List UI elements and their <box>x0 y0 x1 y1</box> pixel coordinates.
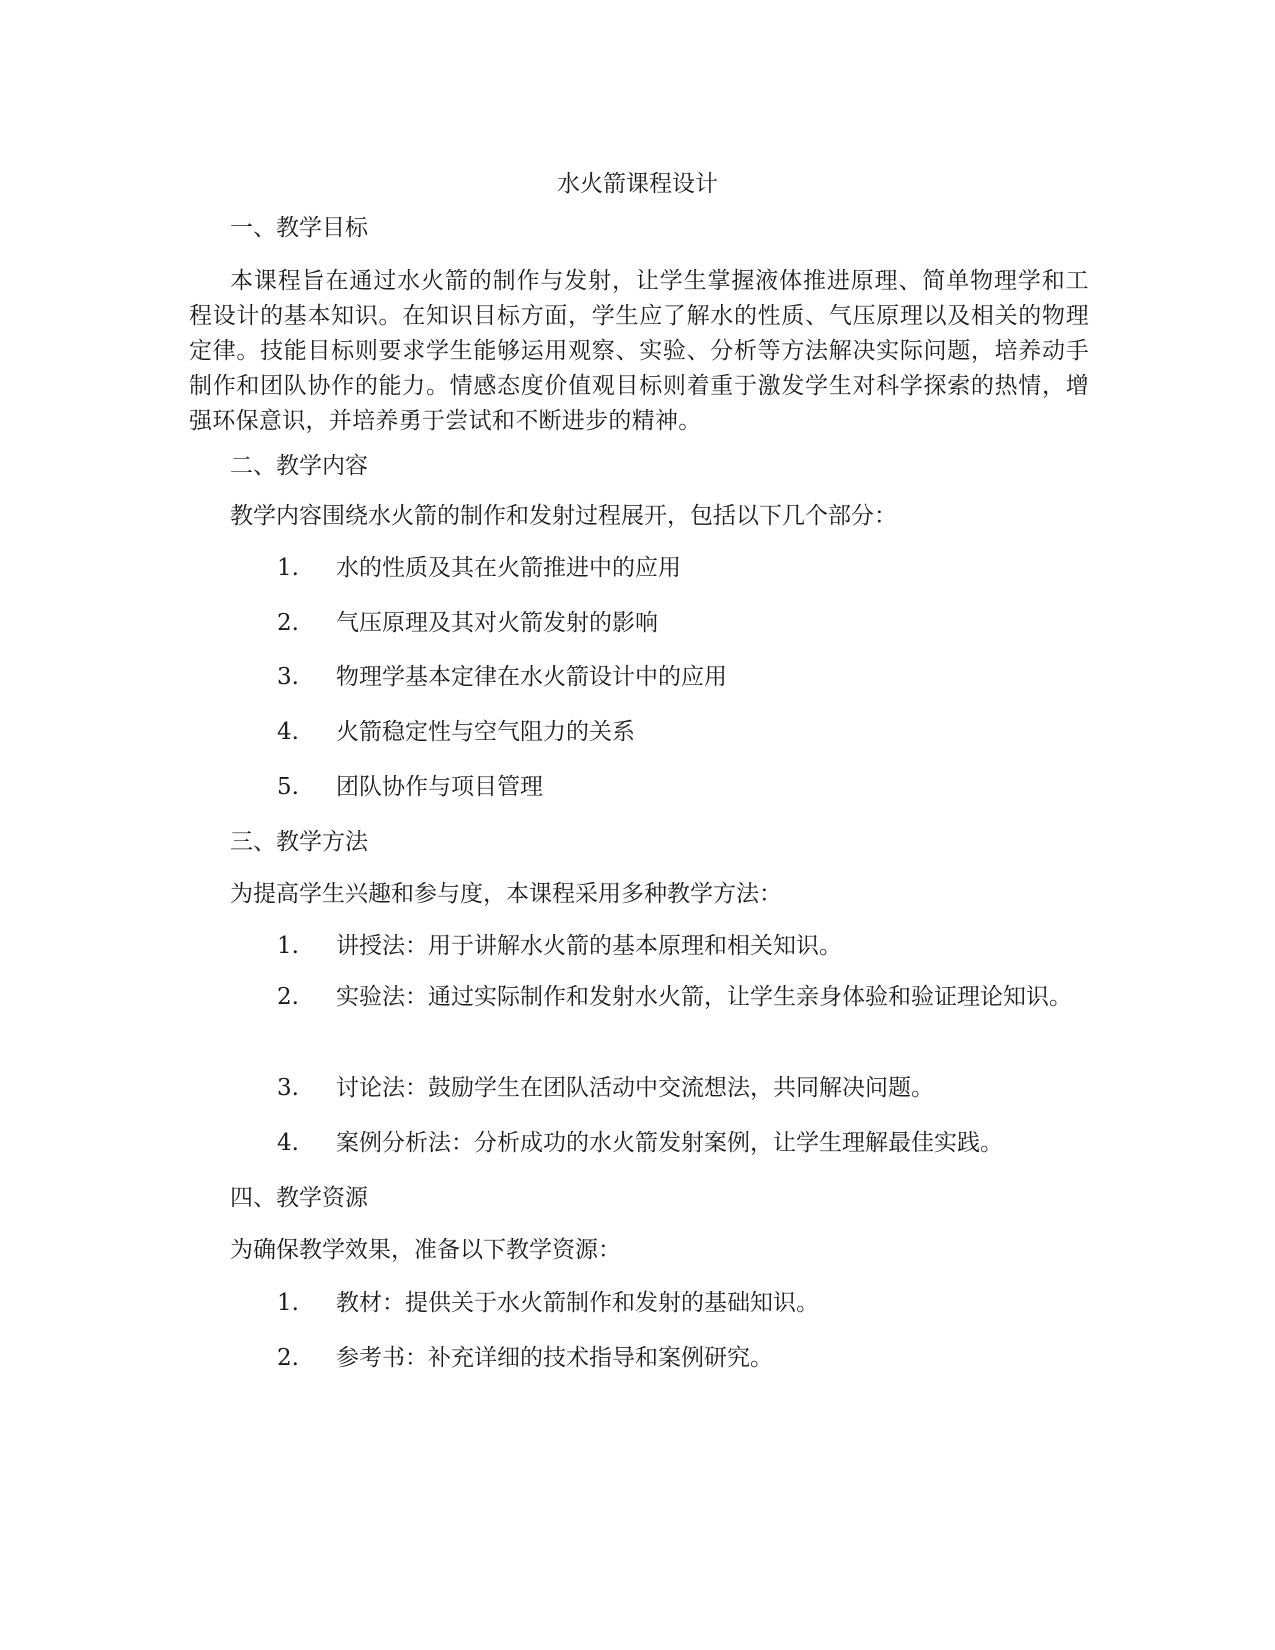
content-item-text: 水的性质及其在火箭推进中的应用 <box>336 555 681 581</box>
resources-intro: 为确保教学效果，准备以下教学资源： <box>230 1237 621 1263</box>
content-item-text: 气压原理及其对火箭发射的影响 <box>336 610 658 636</box>
method-item-text: 实验法：通过实际制作和发射水火箭，让学生亲身体验和验证理论知识。 <box>336 984 1072 1010</box>
section-heading-resources: 四、教学资源 <box>230 1185 368 1211</box>
method-item-text: 讲授法：用于讲解水火箭的基本原理和相关知识。 <box>336 933 842 959</box>
method-item-wrapped <box>240 980 1092 1015</box>
content-item-text: 物理学基本定律在水火箭设计中的应用 <box>336 664 727 690</box>
content-item-number: 1. <box>277 555 299 581</box>
content-item-number: 4. <box>277 719 299 745</box>
content-item-number: 3. <box>277 664 299 690</box>
content-item-number: 2. <box>277 610 299 636</box>
method-item-text: 案例分析法：分析成功的水火箭发射案例，让学生理解最佳实践。 <box>336 1130 1003 1156</box>
document-title: 水火箭课程设计 <box>557 171 718 197</box>
method-item-number: 2. <box>277 984 299 1010</box>
method-item-text: 讨论法：鼓励学生在团队活动中交流想法，共同解决问题。 <box>336 1075 934 1101</box>
content-item-number: 5. <box>277 774 299 800</box>
content-intro: 教学内容围绕水火箭的制作和发射过程展开，包括以下几个部分： <box>230 503 897 529</box>
content-item-text: 团队协作与项目管理 <box>336 774 543 800</box>
section-heading-methods: 三、教学方法 <box>230 829 368 855</box>
method-item-number: 3. <box>277 1075 299 1101</box>
section-heading-objectives: 一、教学目标 <box>230 215 368 241</box>
methods-intro: 为提高学生兴趣和参与度，本课程采用多种教学方法： <box>230 881 782 907</box>
method-item-number: 1. <box>277 933 299 959</box>
objectives-paragraph: 本课程旨在通过水火箭的制作与发射，让学生掌握液体推进原理、简单物理学和工程设计的基本知识。在知识目标方面，学生应了解水的性质、气压原理以及相关的物理定律。技能目标则要求学生能够运用观察、实验、分析等方法解决实际问题，培养动手制作和团队协作的能力。情感态度价值观目标则着重于激发学生对科学探索的热情，增强环保意识，并培养勇于尝试和不断进步的精神。 <box>189 268 1089 434</box>
method-item-number: 4. <box>277 1130 299 1156</box>
resource-item-number: 1. <box>277 1290 299 1316</box>
section-heading-content: 二、教学内容 <box>230 453 368 479</box>
resource-item-text: 参考书：补充详细的技术指导和案例研究。 <box>336 1345 773 1371</box>
content-item-text: 火箭稳定性与空气阻力的关系 <box>336 719 635 745</box>
resource-item-text: 教材：提供关于水火箭制作和发射的基础知识。 <box>336 1290 819 1316</box>
resource-item-number: 2. <box>277 1345 299 1371</box>
